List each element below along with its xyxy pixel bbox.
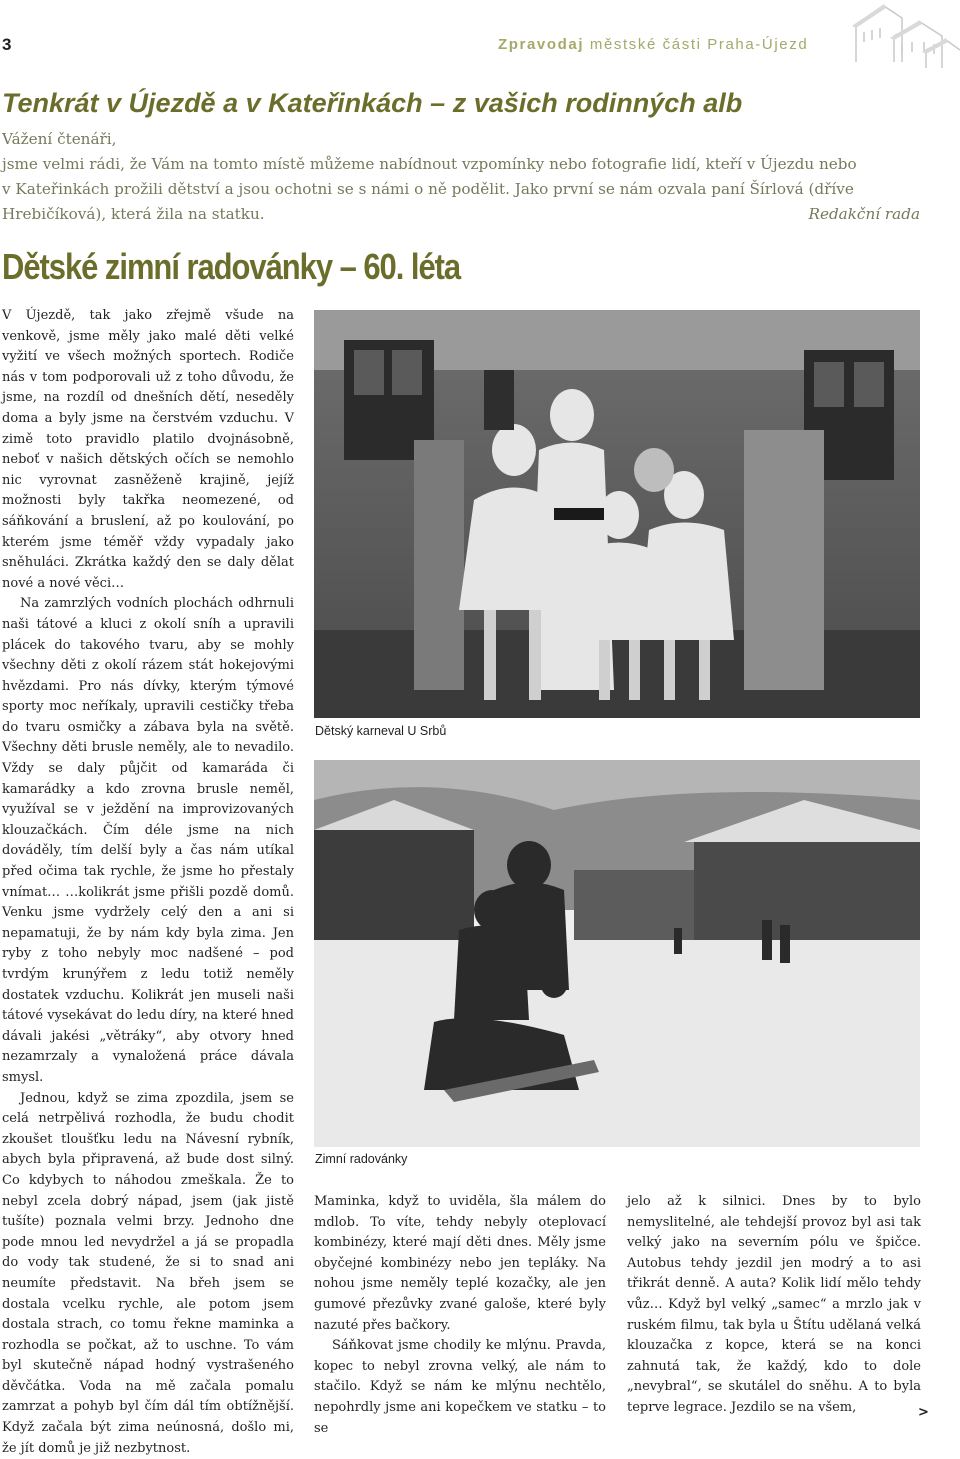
photo-caption: Dětský karneval U Srbů bbox=[315, 724, 447, 738]
photo-winter-image bbox=[314, 760, 920, 1147]
masthead-rest: městské části Praha-Újezd bbox=[584, 36, 809, 53]
photo-carnival-image bbox=[314, 310, 920, 718]
editorial-signature: Redakční rada bbox=[808, 205, 920, 223]
intro-line: Hrebičíková), která žila na statku. bbox=[2, 205, 265, 223]
photo-caption: Zimní radovánky bbox=[315, 1152, 408, 1166]
intro-line: jsme velmi rádi, že Vám na tomto místě můžeme nabídnout vzpomínky nebo fotografie lidí, kteří v Újezdu nebo bbox=[2, 155, 857, 173]
section-title: Dětské zimní radovánky – 60. léta bbox=[2, 246, 461, 287]
article-title: Tenkrát v Újezdě a v Kateřinkách – z vašich rodinných alb bbox=[2, 88, 743, 118]
paragraph: Maminka, když to uviděla, šla málem do mdlob. To víte, tehdy nebyly oteplovací kombinézy, které mají děti dnes. Měly jsme obyčejné kombinézy nebo jen tepláky. Na nohou jsme neměly teplé kozačky, ale jen gumové přezůvky zvané galoše, které byly nazuté přes bačkory. bbox=[314, 1194, 606, 1333]
photo-winter-fun bbox=[314, 760, 920, 1147]
intro-line: Vážení čtenáři, bbox=[2, 130, 117, 148]
text-column-2 bbox=[314, 1192, 606, 1439]
photo-childrens-carnival bbox=[314, 310, 920, 718]
page-header bbox=[0, 0, 960, 80]
page-number: 3 bbox=[2, 35, 12, 54]
text-column-3 bbox=[627, 1192, 921, 1419]
paragraph: V Újezdě, tak jako zřejmě všude na venkově, jsme měly jako malé děti velké vyžití ve všech možných sportech. Rodiče nás v tom podporovali už z toho důvodu, že jsme, na rozdíl od dnešních dětí, neseděly doma a byly jsme na čerstvém vzduchu. V zimě toto pravidlo platilo dvojnásobně, neboť v našich dětských očích se nemohlo nic vyrovnat zasněženě krajině, jejíž možnosti byly takřka neomezené, od sáňkování a bruslení, až po koulování, po kterém jsme téměř vždy vypadaly jako sněhuláci. Zkrátka každý den se daly dělat nové a nové věci… bbox=[2, 308, 294, 591]
intro-line: v Kateřinkách prožili dětství a jsou ochotni se s námi o ně podělit. Jako první se nám ozvala paní Šírlová (dříve bbox=[2, 180, 854, 198]
paragraph: jelo až k silnici. Dnes by to bylo nemyslitelné, ale tehdejší provoz byl asi tak velký jako na severním pólu ve špičce. Autobus tehdy jezdil jen modrý a to asi třikrát denně. A auta? Kolik lidí mělo tehdy vůz… Když byl velký „samec“ a mrzlo jak v ruském filmu, tak byla u Štítu udělaná velká klouzačka z kopce, která se na konci zahnutá tak, že každý, kdo to dole „nevybral“, se skutálel do sněhu. A to byla teprve legrace. Jezdilo se na všem, bbox=[627, 1194, 921, 1415]
article-intro bbox=[2, 127, 924, 227]
masthead-bold: Zpravodaj bbox=[498, 36, 585, 53]
continued-arrow-icon: > bbox=[918, 1405, 929, 1420]
masthead bbox=[498, 36, 808, 53]
paragraph: Jednou, když se zima zpozdila, jsem se celá netrpělivá rozhodla, že budu chodit zkoušet tloušťku ledu na Návesní rybník, abych byla připravená, až bude dost silný. Co kdybych to náhodou zmeškala. Že to nebyl zcela dobrý nápad, jsem (jak jistě tušíte) poznala velmi brzy. Jednoho dne pode mnou led nevydržel a já se propadla do vody tak studené, že si to snad ani neumíte představit. Na břeh jsem se dostala vcelku rychle, ale potom jsem dostala strach, co tomu řekne maminka a rozhodla se počkat, až to uschne. To vám byl skutečně nápad hodný vystrašeného děvčátka. Voda na mě začala pomalu zamrzat a pohyb byl čím dál tím obtížnější. Když začala být zima neúnosná, došlo mi, že jít domů je již nezbytnost. bbox=[2, 1090, 294, 1456]
houses-icon bbox=[846, 2, 960, 90]
text-column-1 bbox=[2, 306, 294, 1459]
paragraph: Na zamrzlých vodních plochách odhrnuli naši tátové a kluci z okolí sníh a upravili plácek do takového tvaru, aby se mohly všechny děti z okolí rázem stát hokejovými hvězdami. Pro nás dívky, kterým týmové sporty moc neříkaly, upravili cestičky třeba do tvaru osmičky a zábava byla na světě. Všechny děti brusle neměly, ale to nevadilo. Vždy se daly půjčit od kamaráda či kamarádky a kdo zrovna brusle neměl, využíval se v ježdění na improvizovaných klouzačkách. Čím déle jsme na nich dováděly, tím delší byly a čas nám utíkal před očima tak rychle, že jsme ho přestaly vnímat… …kolikrát jsme přišli pozdě domů. Venku jsme vydržely celý den a ani si nepamatuji, že by nám kdy byla zima. Jen ryby z toho nebyly moc nadšené – pod tvrdým krunýřem z ledu totiž neměly dostatek vzduchu. Kolikrát jen museli naši tátové vysekávat do ledu díry, na které hned dávali jakési „větráky“, aby otvory hned nezamrzaly a vynaložená práce dávala smysl. bbox=[2, 596, 294, 1085]
paragraph: Sáňkovat jsme chodily ke mlýnu. Pravda, kopec to nebyl zrovna velký, ale nám to stačilo. Když se nám ke mlýnu nechtělo, nepohrdly jsme ani kopečkem ve statku – to se bbox=[314, 1338, 606, 1436]
